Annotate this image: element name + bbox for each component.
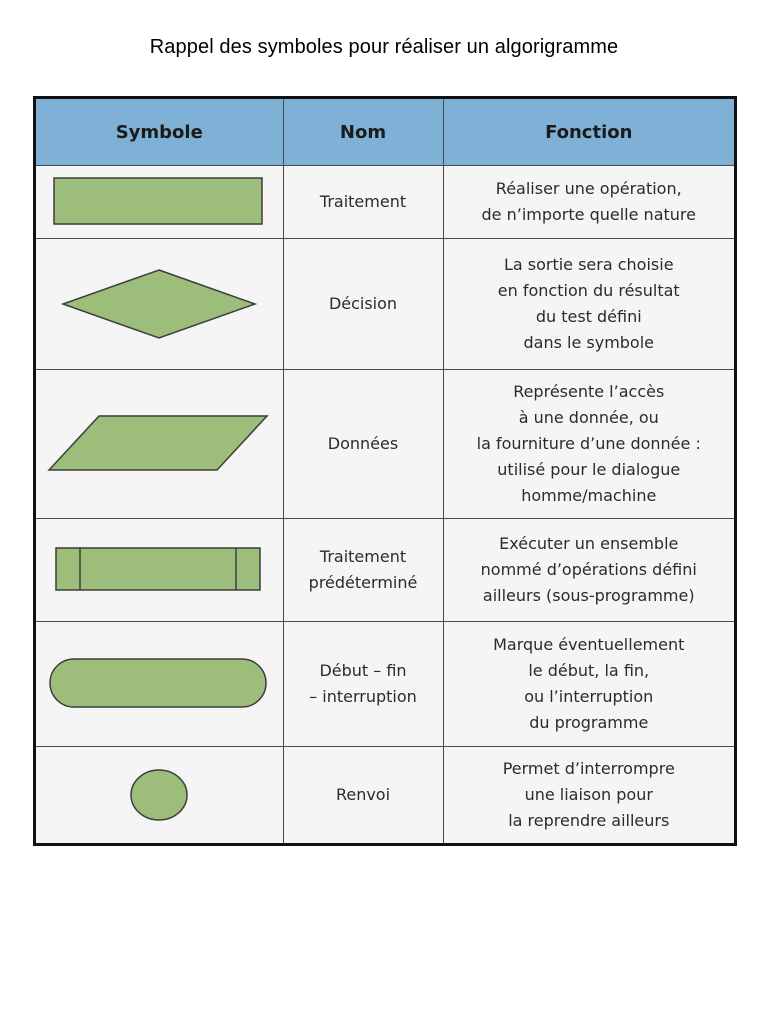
nom-cell: Traitement prédéterminé: [283, 518, 443, 621]
connector-circle-icon: [128, 767, 190, 823]
symbol-cell: [36, 746, 283, 843]
symbol-cell: [36, 621, 283, 746]
predefined-process-icon: [54, 546, 264, 594]
fonction-cell: La sortie sera choisie en fonction du résultat du test défini dans le symbole: [443, 238, 734, 369]
terminator-icon: [48, 657, 270, 711]
table-row: [36, 238, 734, 369]
nom-cell: Données: [283, 369, 443, 518]
symbol-cell: [36, 518, 283, 621]
symbol-cell: [36, 369, 283, 518]
fonction-cell: Représente l’accès à une donnée, ou la fourniture d’une donnée : utilisé pour le dialogue homme/machine: [443, 369, 734, 518]
symbol-cell: [36, 238, 283, 369]
nom-cell: Renvoi: [283, 746, 443, 843]
header-fonction: Fonction: [443, 99, 734, 166]
table-row: [36, 621, 734, 746]
symbol-cell: [36, 166, 283, 239]
fonction-cell: Marque éventuellement le début, la fin, ou l’interruption du programme: [443, 621, 734, 746]
fonction-cell: Réaliser une opération, de n’importe quelle nature: [443, 166, 734, 239]
symbols-table: [36, 99, 734, 843]
nom-cell: Début – fin – interruption: [283, 621, 443, 746]
table-row: [36, 166, 734, 239]
symbols-table-frame: [33, 96, 737, 846]
nom-cell: Décision: [283, 238, 443, 369]
table-row: [36, 746, 734, 843]
page-title: Rappel des symboles pour réaliser un algorigramme: [149, 36, 619, 58]
header-symbole: Symbole: [36, 99, 283, 166]
parallelogram-icon: [47, 414, 271, 474]
diamond-icon: [59, 266, 259, 342]
fonction-cell: Exécuter un ensemble nommé d’opérations défini ailleurs (sous-programme): [443, 518, 734, 621]
table-row: [36, 369, 734, 518]
rectangle-icon: [52, 176, 266, 228]
header-nom: Nom: [283, 99, 443, 166]
fonction-cell: Permet d’interrompre une liaison pour la reprendre ailleurs: [502, 758, 675, 830]
nom-cell: Traitement: [283, 166, 443, 239]
table-header-row: [36, 99, 734, 166]
table-row: [36, 518, 734, 621]
